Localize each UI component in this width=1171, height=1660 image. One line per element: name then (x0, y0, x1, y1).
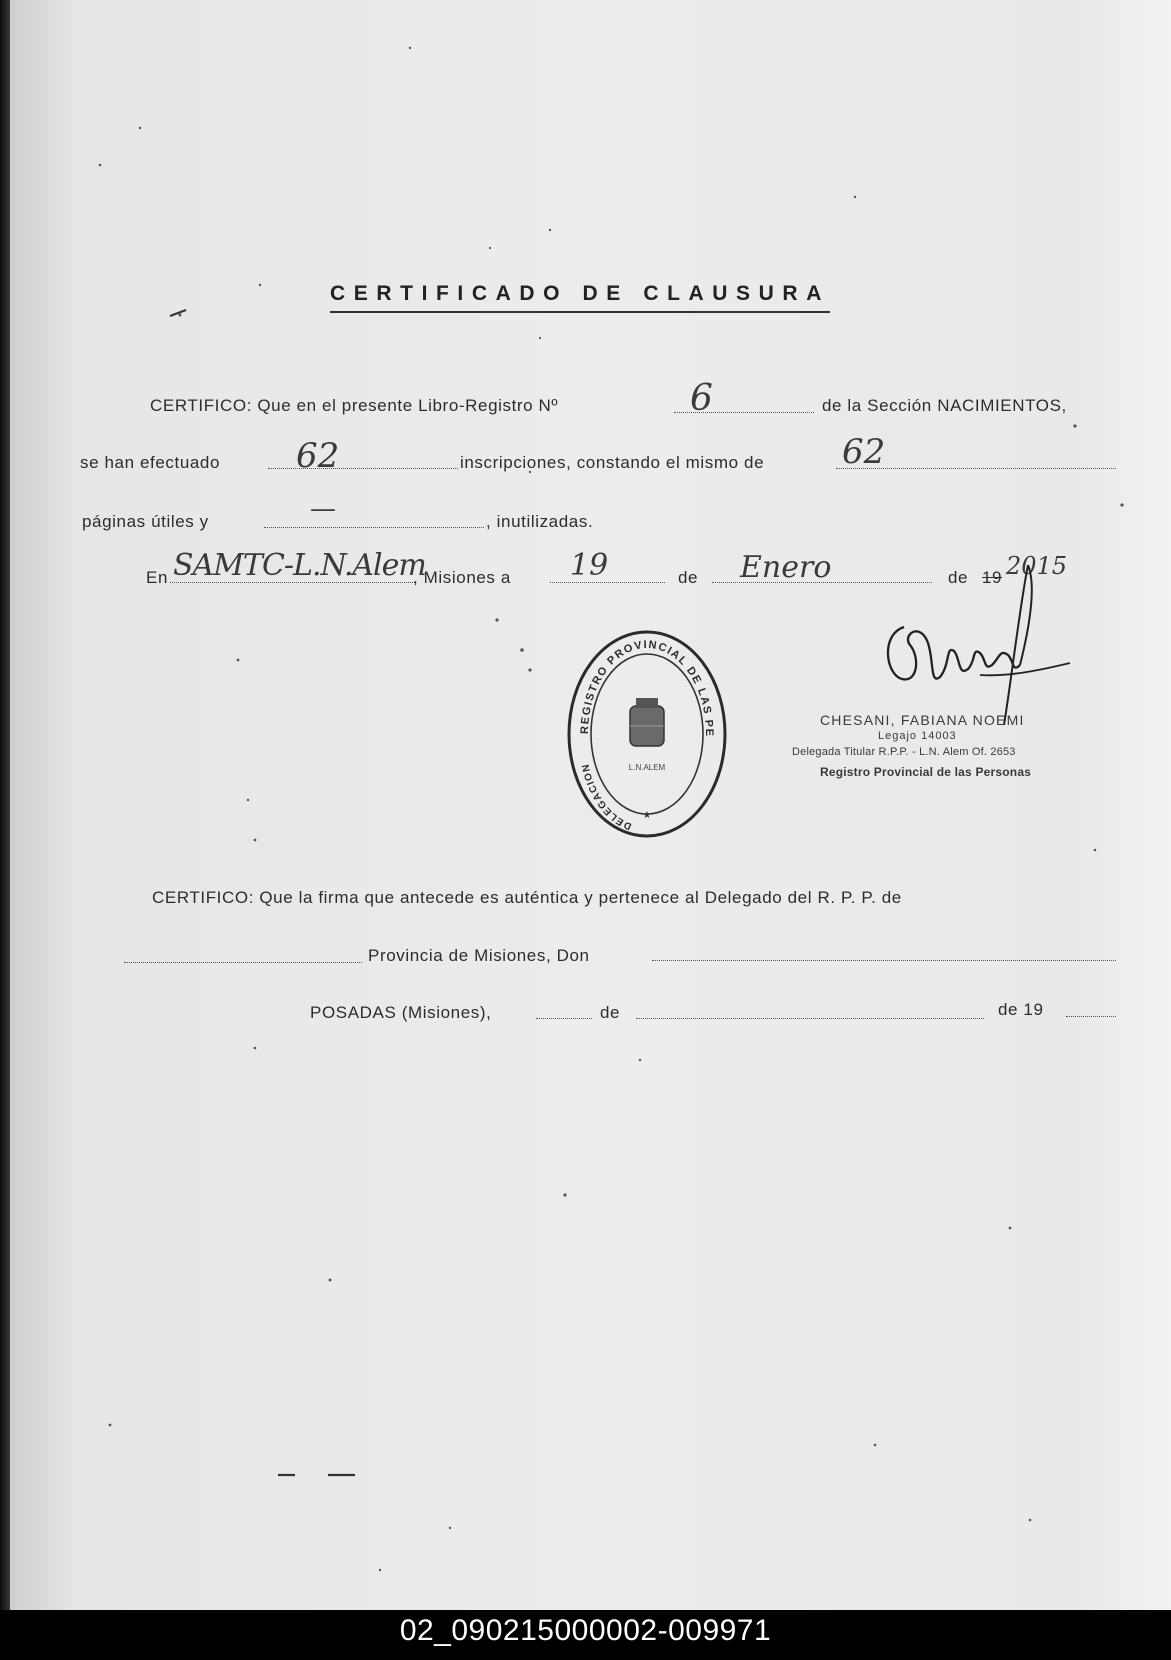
seal-inner-text: L.N.ALEM (628, 763, 666, 772)
day-handwritten: 19 (570, 548, 609, 583)
line2-prefix: se han efectuado (80, 453, 221, 472)
inscripciones-handwritten: 62 (296, 436, 340, 476)
cert2-line3-prefix: POSADAS (Misiones), (310, 1003, 492, 1022)
scan-id-code: 02_090215000002-009971 (399, 1614, 772, 1647)
paginas-handwritten: 62 (842, 432, 886, 472)
month-handwritten: Enero (740, 550, 832, 585)
line4-de2: de (948, 568, 969, 587)
line4-middle: , Misiones a (413, 568, 511, 587)
delegate-registry: Registro Provincial de las Personas (820, 765, 1032, 779)
delegate-signature (880, 565, 1080, 725)
seal-text-top: REGISTRO PROVINCIAL DE LAS PE (578, 638, 716, 738)
cert2-don-blank (652, 960, 1116, 961)
line3-blank (264, 527, 484, 528)
delegate-name: CHESANI, FABIANA NOEMI (820, 712, 1025, 728)
place-handwritten: SAMTC-L.N.Alem (173, 548, 426, 583)
cert2-day-blank (536, 1018, 592, 1019)
year-printed-crossed: 19 (982, 568, 1003, 587)
cert2-blank1 (124, 962, 362, 963)
inutilizadas-handwritten: — (310, 494, 336, 524)
line2-middle: inscripciones, constando el mismo de (460, 453, 765, 472)
official-round-seal (566, 628, 728, 840)
line4-de1: de (678, 568, 699, 587)
libro-number-handwritten: 6 (690, 378, 713, 419)
line1-suffix: de la Sección NACIMIENTOS, (822, 396, 1067, 415)
cert2-line3-de: de (600, 1003, 621, 1022)
cert2-line2: Provincia de Misiones, Don (368, 946, 590, 965)
cert2-year-blank (1066, 1016, 1116, 1017)
seal-star-icon: ★ (642, 810, 652, 821)
year-handwritten: 2015 (1006, 552, 1068, 580)
coat-of-arms-icon (630, 698, 664, 746)
scan-left-edge (0, 0, 10, 1610)
cert2-line1: CERTIFICO: Que la firma que antecede es auténtica y pertenece al Delegado del R. P. P. de (152, 888, 902, 907)
line3-prefix: páginas útiles y (82, 512, 209, 531)
cert2-month-blank (636, 1018, 984, 1019)
delegate-role: Delegada Titular R.P.P. - L.N. Alem Of. 2653 (792, 746, 1016, 758)
line4-prefix: En (146, 568, 168, 587)
delegate-legajo: Legajo 14003 (878, 730, 957, 742)
line3-suffix: , inutilizadas. (486, 512, 594, 531)
document-title: CERTIFICADO DE CLAUSURA (330, 282, 830, 313)
document-page (10, 0, 1171, 1610)
line1-prefix: CERTIFICO: Que en el presente Libro-Registro Nº (150, 396, 559, 415)
seal-text-left: DELEGACION (580, 762, 634, 832)
cert2-line3-suffix: de 19 (998, 1000, 1044, 1019)
